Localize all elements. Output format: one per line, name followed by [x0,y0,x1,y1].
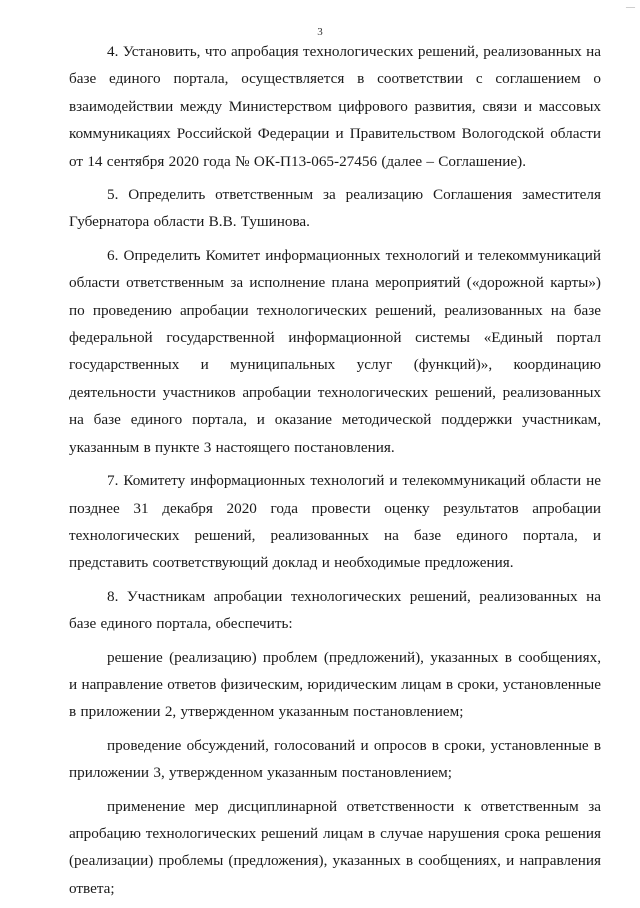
paragraph-item-4: 4. Установить, что апробация технологических решений, реализованных на базе единого портала, осуществляется в соответствии с соглашением о взаимодействии между Министерством цифрового развития, связи и массовых коммуникациях Российской Федерации и Правительством Вологодской области от 14 сентября 2020 года № ОК-П13-065-27456 (далее – Соглашение). [69,43,601,170]
paragraph-item-6: 6. Определить Комитет информационных технологий и телекоммуникаций области ответственным за исполнение плана мероприятий («дорожной карты») по проведению апробации технологических решений, реализованных на базе федеральной государственной информационной системы «Единый портал государственных и муниципальных услуг (функций)», координацию деятельности участников апробации технологических решений, реализованных на базе единого портала, и оказание методической поддержки участникам, указанным в пункте 3 настоящего постановления. [69,246,601,456]
paragraph-item-8: 8. Участникам апробации технологических решений, реализованных на базе единого портала, обеспечить: [69,587,601,633]
paragraph-subitem-discussions: проведение обсуждений, голосований и опросов в сроки, установленные в приложении 3, утвержденном указанным постановлением; [69,736,601,782]
paragraph-subitem-disciplinary: применение мер дисциплинарной ответственности к ответственным за апробацию технологических решений лицам в случае нарушения срока решения (реализации) проблемы (предложения), указанных в сообщениях, и направления ответа; [69,797,601,897]
corner-mark: — [626,2,636,12]
document-body [69,38,601,908]
page-number: 3 [317,26,323,38]
paragraph-item-7: 7. Комитету информационных технологий и телекоммуникаций области не позднее 31 декабря 2020 года провести оценку результатов апробации технологических решений, реализованных на базе единого портала, и представить соответствующий доклад и необходимые предложения. [69,472,601,572]
paragraph-item-5: 5. Определить ответственным за реализацию Соглашения заместителя Губернатора области В.В. Тушинова. [69,186,601,231]
paragraph-subitem-resolution: решение (реализацию) проблем (предложений), указанных в сообщениях, и направление ответов физическим, юридическим лицам в сроки, установленные в приложении 2, утвержденном указанным постановлением; [69,648,601,721]
